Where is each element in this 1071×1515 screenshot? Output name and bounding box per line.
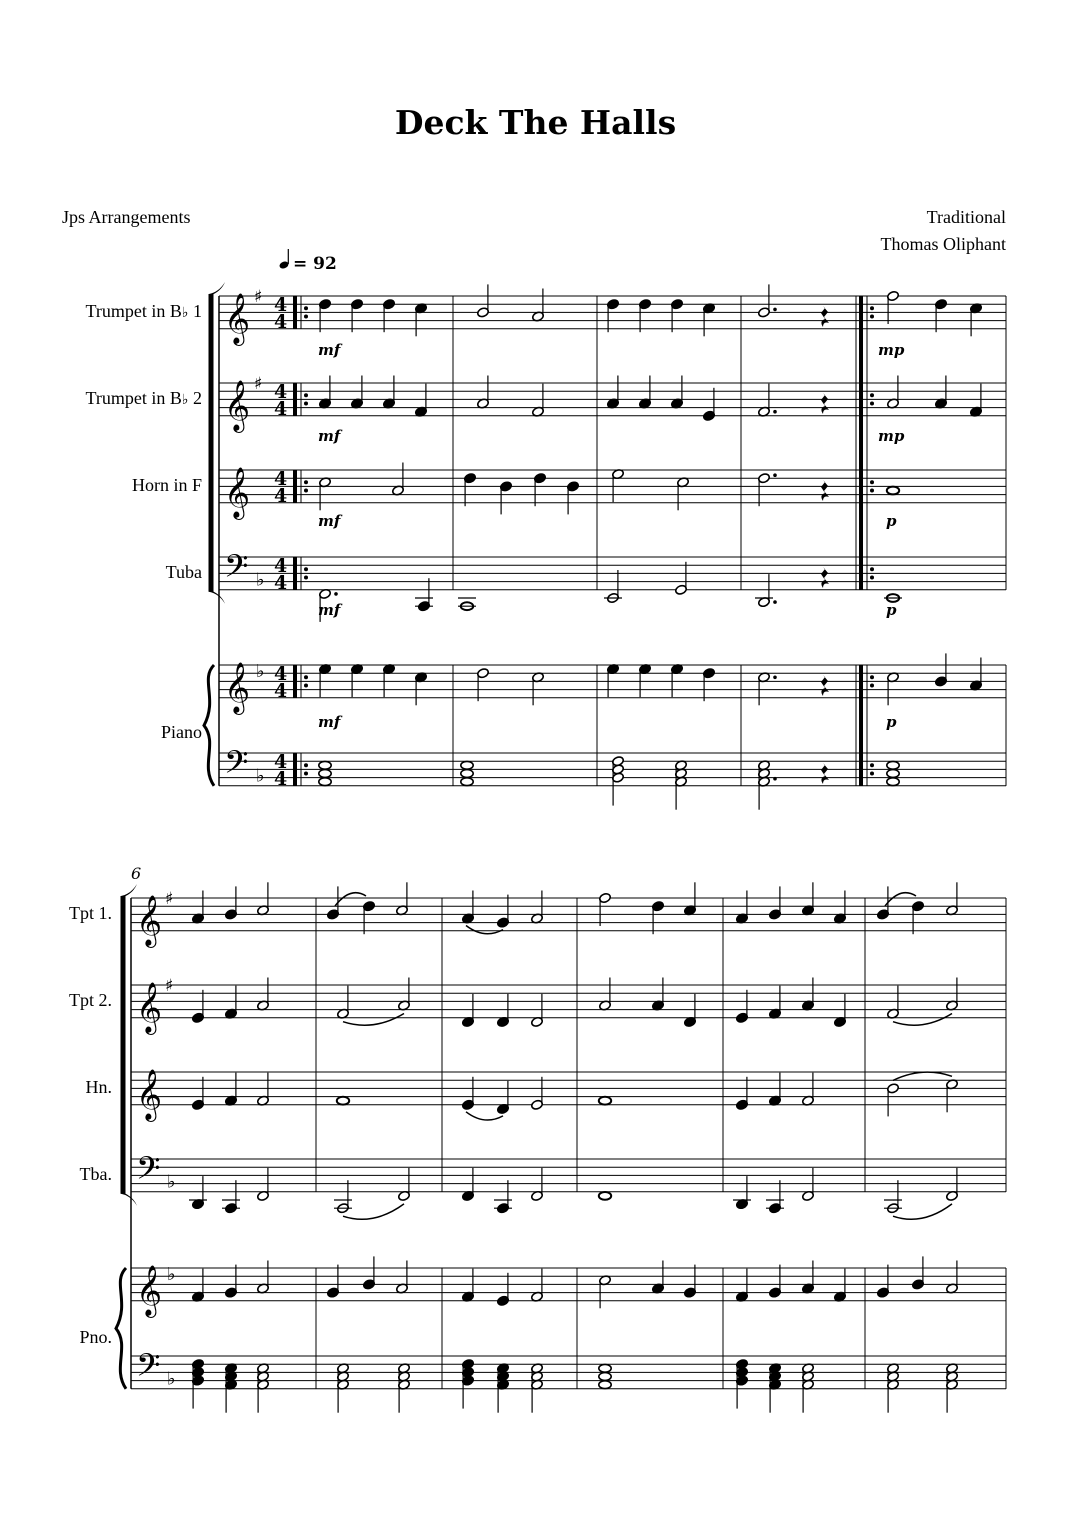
chord-note-head bbox=[887, 770, 899, 778]
time-signature-bottom: 4 bbox=[274, 768, 288, 790]
chord-note-head bbox=[599, 1364, 611, 1372]
dynamic-marking: mf bbox=[318, 341, 341, 359]
augmentation-dot bbox=[773, 777, 777, 781]
flat-key-signature: ♭ bbox=[256, 569, 265, 591]
time-signature-bottom: 4 bbox=[274, 398, 288, 420]
repeat-dot bbox=[870, 763, 874, 767]
slur bbox=[893, 1014, 952, 1026]
flat-key-signature: ♭ bbox=[256, 661, 265, 683]
repeat-dot bbox=[870, 315, 874, 319]
chord-note-head bbox=[319, 778, 331, 786]
flat-key-signature: ♭ bbox=[256, 765, 265, 787]
slur bbox=[466, 1112, 503, 1120]
bass-clef-icon: 𝄢 bbox=[136, 1150, 161, 1194]
repeat-dot bbox=[304, 684, 308, 688]
brace-icon bbox=[204, 665, 214, 786]
note-head bbox=[599, 1097, 611, 1105]
lyricist-credit: Thomas Oliphant bbox=[880, 234, 1006, 254]
repeat-dot bbox=[304, 567, 308, 571]
bracket-bottom-hook bbox=[209, 590, 225, 604]
augmentation-dot bbox=[773, 308, 777, 312]
slur bbox=[343, 1014, 404, 1026]
treble-clef-icon: 𝄞 bbox=[136, 895, 163, 946]
chord-note-head bbox=[887, 761, 899, 769]
repeat-dot bbox=[304, 393, 308, 397]
time-signature-top: 4 bbox=[274, 663, 288, 685]
dynamic-marking: p bbox=[886, 601, 897, 619]
repeat-dot bbox=[870, 772, 874, 776]
slur bbox=[335, 893, 366, 906]
time-signature-top: 4 bbox=[274, 381, 288, 403]
repeat-dot bbox=[870, 567, 874, 571]
time-signature-bottom: 4 bbox=[274, 572, 288, 594]
treble-clef-icon: 𝄞 bbox=[224, 662, 251, 713]
augmentation-dot bbox=[773, 600, 777, 604]
treble-clef-icon: 𝄞 bbox=[136, 1069, 163, 1120]
sharp-key-signature: ♯ bbox=[254, 287, 263, 307]
time-signature-top: 4 bbox=[274, 751, 288, 773]
instrument-label: Tpt 1. bbox=[69, 903, 112, 923]
dynamic-marking: mf bbox=[318, 427, 341, 445]
treble-clef-icon: 𝄞 bbox=[224, 380, 251, 431]
bracket-bottom-hook bbox=[121, 1192, 137, 1206]
repeat-dot bbox=[304, 675, 308, 679]
dynamic-marking: mf bbox=[318, 512, 341, 530]
arranger-credit: Jps Arrangements bbox=[62, 207, 191, 227]
quarter-rest bbox=[821, 480, 829, 501]
slur bbox=[885, 893, 916, 906]
augmentation-dot bbox=[773, 410, 777, 414]
flat-key-signature: ♭ bbox=[167, 1171, 176, 1193]
bracket-top-hook bbox=[121, 884, 137, 898]
repeat-dot bbox=[870, 576, 874, 580]
repeat-dot bbox=[304, 763, 308, 767]
augmentation-dot bbox=[773, 473, 777, 477]
treble-clef-icon: 𝄞 bbox=[136, 982, 163, 1033]
slur bbox=[893, 1204, 952, 1219]
time-signature-top: 4 bbox=[274, 468, 288, 490]
repeat-dot bbox=[304, 489, 308, 493]
instrument-label: Hn. bbox=[85, 1077, 112, 1097]
repeat-dot bbox=[304, 315, 308, 319]
quarter-rest bbox=[821, 306, 829, 327]
time-signature-top: 4 bbox=[274, 294, 288, 316]
score-title: Deck The Halls bbox=[394, 103, 677, 142]
dynamic-marking: p bbox=[886, 512, 897, 530]
time-signature-top: 4 bbox=[274, 555, 288, 577]
chord-note-head bbox=[599, 1373, 611, 1381]
instrument-label: Horn in F bbox=[131, 475, 202, 495]
dynamic-marking: mf bbox=[318, 601, 341, 619]
treble-clef-icon: 𝄞 bbox=[224, 467, 251, 518]
instrument-label: Trumpet in B♭ 2 bbox=[85, 388, 202, 408]
time-signature-bottom: 4 bbox=[274, 680, 288, 702]
slur bbox=[466, 926, 503, 934]
sharp-key-signature: ♯ bbox=[165, 889, 174, 909]
note-head bbox=[599, 1192, 611, 1200]
chord-note-head bbox=[319, 761, 331, 769]
sharp-key-signature: ♯ bbox=[165, 976, 174, 996]
chord-note-head bbox=[461, 770, 473, 778]
repeat-dot bbox=[304, 402, 308, 406]
slur bbox=[893, 1072, 952, 1080]
instrument-label: Tpt 2. bbox=[69, 990, 112, 1010]
chord-note-head bbox=[319, 770, 331, 778]
treble-clef-icon: 𝄞 bbox=[136, 1265, 163, 1316]
note-head bbox=[887, 487, 899, 495]
chord-note-head bbox=[599, 1381, 611, 1389]
quarter-rest bbox=[821, 675, 829, 696]
note-head bbox=[337, 1097, 349, 1105]
dynamic-marking: p bbox=[886, 713, 897, 731]
dynamic-marking: mp bbox=[878, 427, 905, 445]
slur bbox=[343, 1204, 404, 1219]
repeat-dot bbox=[870, 480, 874, 484]
flat-key-signature: ♭ bbox=[167, 1368, 176, 1390]
repeat-dot bbox=[870, 402, 874, 406]
quarter-rest bbox=[821, 567, 829, 588]
bracket-top-hook bbox=[209, 282, 225, 296]
treble-clef-icon: 𝄞 bbox=[224, 293, 251, 344]
tempo-marking: = 92 bbox=[293, 254, 337, 274]
dynamic-marking: mf bbox=[318, 713, 341, 731]
bass-clef-icon: 𝄢 bbox=[224, 548, 249, 592]
repeat-dot bbox=[304, 306, 308, 310]
repeat-dot bbox=[304, 480, 308, 484]
time-signature-bottom: 4 bbox=[274, 311, 288, 333]
chord-note-head bbox=[887, 778, 899, 786]
sharp-key-signature: ♯ bbox=[254, 374, 263, 394]
instrument-label: Piano bbox=[160, 722, 202, 742]
brace-icon bbox=[116, 1268, 126, 1389]
flat-key-signature: ♭ bbox=[167, 1264, 176, 1286]
dynamic-marking: mp bbox=[878, 341, 905, 359]
repeat-dot bbox=[870, 306, 874, 310]
repeat-dot bbox=[870, 684, 874, 688]
instrument-label: Trumpet in B♭ 1 bbox=[85, 301, 202, 321]
quarter-rest bbox=[821, 393, 829, 414]
chord-note-head bbox=[461, 778, 473, 786]
bass-clef-icon: 𝄢 bbox=[224, 744, 249, 788]
augmentation-dot bbox=[334, 592, 338, 596]
repeat-dot bbox=[870, 489, 874, 493]
repeat-dot bbox=[870, 393, 874, 397]
instrument-label: Tuba bbox=[165, 562, 202, 582]
repeat-dot bbox=[304, 576, 308, 580]
measure-number: 6 bbox=[131, 864, 142, 883]
chord-note-head bbox=[461, 761, 473, 769]
bass-clef-icon: 𝄢 bbox=[136, 1347, 161, 1391]
composer-credit: Traditional bbox=[926, 207, 1006, 227]
augmentation-dot bbox=[773, 676, 777, 680]
time-signature-bottom: 4 bbox=[274, 485, 288, 507]
repeat-dot bbox=[870, 675, 874, 679]
quarter-rest bbox=[821, 763, 829, 784]
instrument-label: Tba. bbox=[79, 1164, 112, 1184]
instrument-label: Pno. bbox=[79, 1327, 112, 1347]
repeat-dot bbox=[304, 772, 308, 776]
